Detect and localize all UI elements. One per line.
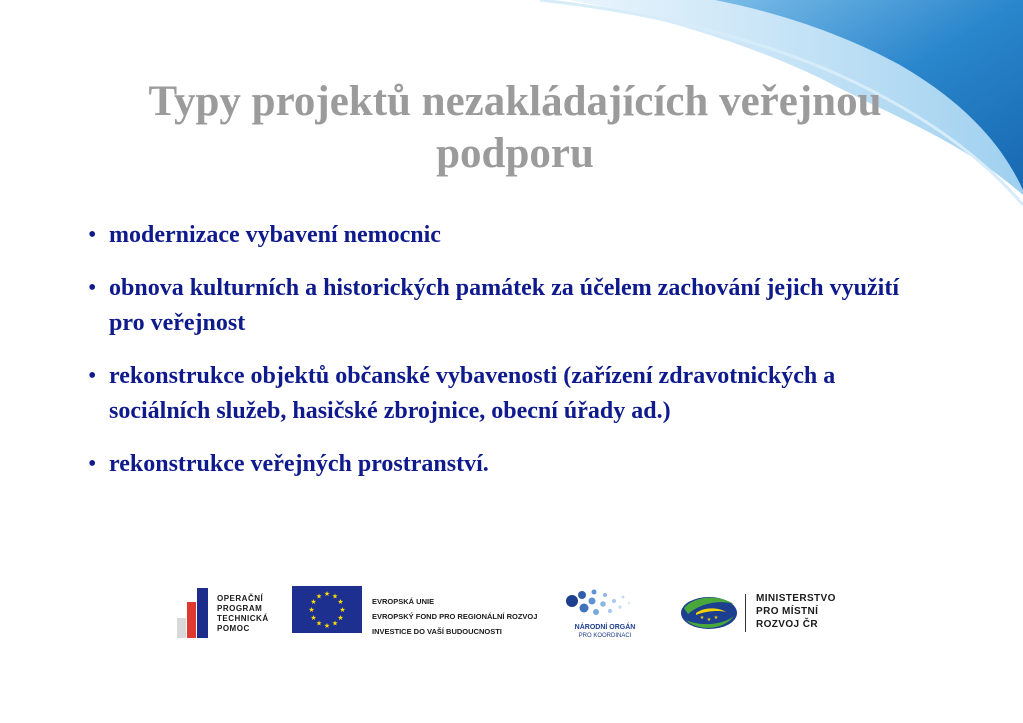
nok-logo: [560, 584, 650, 646]
nok-dots-icon: [560, 584, 650, 624]
logo-strip: [0, 580, 1023, 650]
optp-bar-blue: [197, 588, 208, 638]
svg-text:★: ★: [315, 619, 323, 628]
svg-text:★: ★: [323, 622, 331, 630]
optp-line: POMOC: [217, 624, 250, 633]
bullet-dot: •: [88, 222, 97, 248]
svg-text:★: ★: [339, 606, 346, 614]
eu-flag-icon: [292, 586, 362, 633]
bullet-text: obnova kulturních a historických památek za účelem zachování jejich využití pro veřejnost: [109, 275, 899, 336]
optp-line: PROGRAM: [217, 604, 263, 613]
eu-line: EVROPSKÝ FOND PRO REGIONÁLNÍ ROZVOJ: [372, 612, 538, 621]
eu-line: INVESTICE DO VAŠÍ BUDOUCNOSTI: [372, 627, 502, 636]
bullet-item: [88, 218, 918, 253]
eu-stars-icon: [292, 586, 362, 633]
svg-text:★: ★: [308, 606, 315, 614]
slide-title: Typy projektů nezakládajících veřejnou podporu: [148, 78, 882, 177]
svg-text:★: ★: [310, 598, 317, 606]
optp-logo-text: [217, 594, 269, 634]
mmr-emblem-icon: [678, 590, 740, 634]
mmr-logo-text: [756, 592, 836, 631]
eu-logo-text: [372, 594, 537, 639]
nok-subtitle: PRO KOORDINACI: [578, 633, 632, 639]
mmr-line: PRO MÍSTNÍ: [756, 606, 819, 617]
bullet-item: [88, 271, 918, 341]
optp-line: OPERAČNÍ: [217, 594, 264, 603]
optp-logo: [177, 586, 277, 638]
mmr-logo: [678, 590, 858, 642]
mmr-line: MINISTERSTVO: [756, 593, 836, 604]
bullet-text: rekonstrukce objektů občanské vybavenosti (zařízení zdravotnických a sociálních služeb, hasičské zbrojnice, obecní úřady ad.): [109, 363, 836, 424]
bullet-item: [88, 447, 918, 482]
svg-text:★: ★: [310, 614, 317, 622]
optp-bar-red: [187, 602, 196, 638]
svg-text:★: ★: [337, 614, 344, 622]
optp-bar-grey: [177, 618, 186, 638]
mmr-line: ROZVOJ ČR: [756, 619, 818, 630]
svg-text:★: ★: [331, 619, 339, 628]
svg-text:★: ★: [315, 592, 323, 601]
svg-text:★: ★: [699, 615, 705, 621]
svg-text:★: ★: [331, 592, 339, 601]
bullet-item: [88, 359, 918, 429]
svg-text:★: ★: [323, 590, 331, 598]
bullet-text: modernizace vybavení nemocnic: [109, 222, 441, 248]
bullet-text: rekonstrukce veřejných prostranství.: [109, 451, 489, 477]
eu-line: EVROPSKÁ UNIE: [372, 597, 435, 606]
optp-line: TECHNICKÁ: [217, 614, 269, 623]
bullet-list: [88, 218, 918, 500]
mmr-divider: [745, 594, 746, 632]
svg-text:★: ★: [706, 617, 712, 623]
svg-text:★: ★: [337, 598, 344, 606]
svg-text:★: ★: [713, 615, 719, 621]
bullet-dot: •: [88, 363, 97, 389]
bullet-dot: •: [88, 451, 97, 477]
nok-name: NÁRODNÍ ORGÁN: [574, 624, 636, 631]
bullet-dot: •: [88, 275, 97, 301]
